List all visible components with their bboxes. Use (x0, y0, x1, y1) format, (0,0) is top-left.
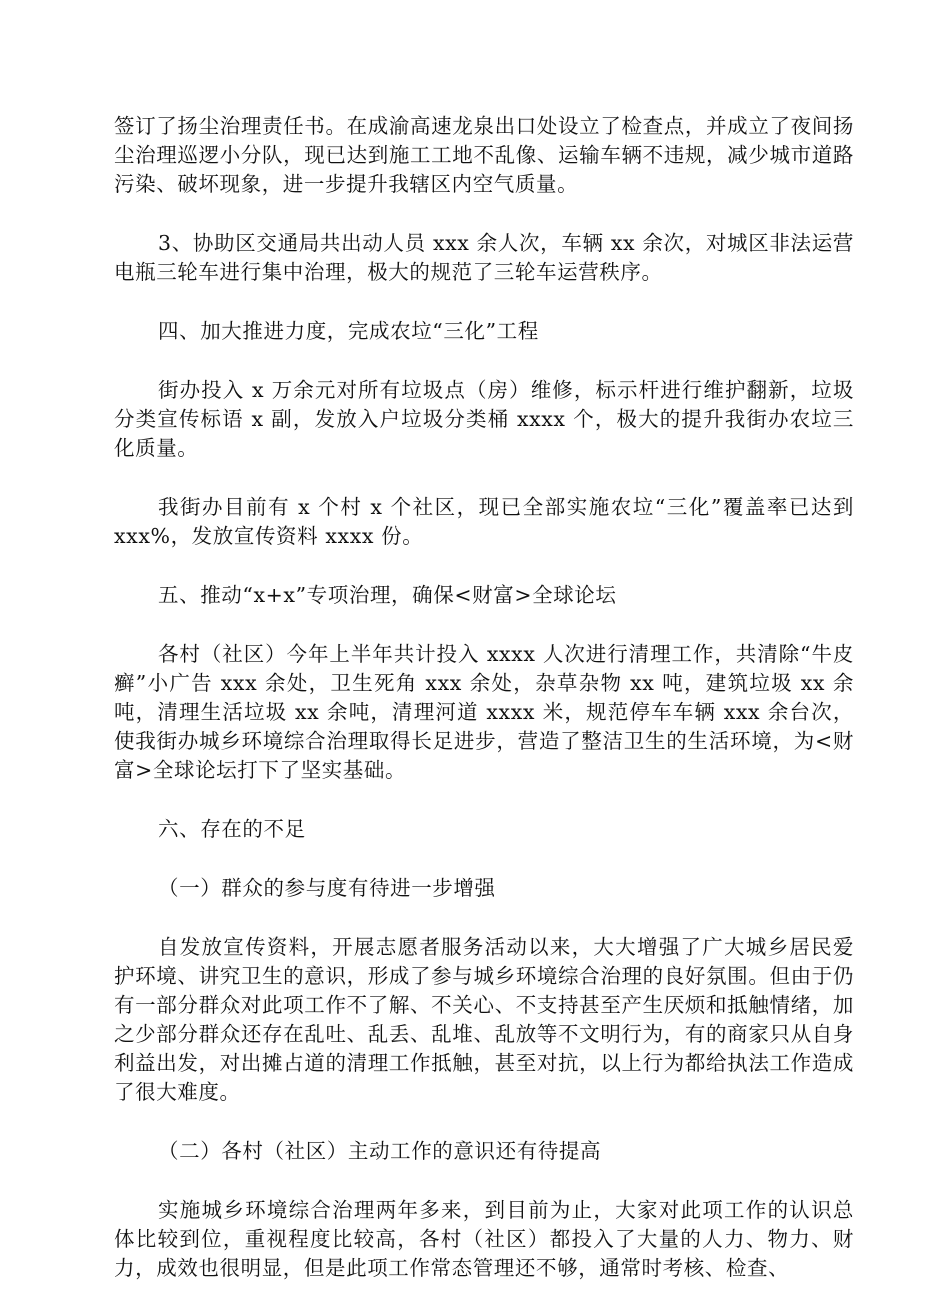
subsection-heading: （一）群众的参与度有待进一步增强 (158, 876, 496, 900)
body-paragraph: 实施城乡环境综合治理两年多来，到目前为止，大家对此项工作的认识总体比较到位，重视程度比较高，各村（社区）都投入了大量的人力、物力、财力，成效也很明显，但是此项工作常态管理还不够，通常时考核、检查、 (114, 1198, 854, 1280)
body-paragraph: 签订了扬尘治理责任书。在成渝高速龙泉出口处设立了检查点，并成立了夜间扬尘治理巡逻小分队，现已达到施工工地不乱像、运输车辆不违规，减少城市道路污染、破坏现象，进一步提升我辖区内空气质量。 (114, 114, 854, 196)
body-paragraph: 自发放宣传资料，开展志愿者服务活动以来，大大增强了广大城乡居民爱护环境、讲究卫生的意识，形成了参与城乡环境综合治理的良好氛围。但由于仍有一部分群众对此项工作不了解、不关心、不支持甚至产生厌烦和抵触情绪，加之少部分群众还存在乱吐、乱丢、乱堆、乱放等不文明行为，有的商家只从自身利益出发，对出摊占道的清理工作抵触，甚至对抗，以上行为都给执法工作造成了很大难度。 (114, 935, 854, 1104)
body-paragraph: 3、协助区交通局共出动人员 xxx 余人次，车辆 xx 余次，对城区非法运营电瓶三轮车进行集中治理，极大的规范了三轮车运营秩序。 (114, 231, 854, 284)
section-heading: 五、推动“x+x”专项治理，确保<财富>全球论坛 (158, 583, 617, 607)
section-heading: 六、存在的不足 (158, 817, 306, 841)
body-paragraph: 各村（社区）今年上半年共计投入 xxxx 人次进行清理工作，共清除“牛皮癣”小广告 xxx 余处，卫生死角 xxx 余处，杂草杂物 xx 吨，建筑垃圾 xx 余吨，清理生活垃圾 xx 余吨，清理河道 xxxx 米，规范停车车辆 xxx 余台次，使我街办城乡环境综合治理取得长足进步，营造了整洁卫生的生活环境，为<财富>全球论坛打下了坚实基础。 (114, 642, 854, 782)
body-paragraph: 我街办目前有 x 个村 x 个社区，现已全部实施农垃“三化”覆盖率已达到 xxx%，发放宣传资料 xxxx 份。 (114, 495, 854, 548)
document-page (114, 112, 854, 1313)
subsection-heading: （二）各村（社区）主动工作的意识还有待提高 (158, 1139, 602, 1163)
section-heading: 四、加大推进力度，完成农垃“三化”工程 (158, 319, 539, 343)
body-paragraph: 街办投入 x 万余元对所有垃圾点（房）维修，标示杆进行维护翻新，垃圾分类宣传标语 x 副，发放入户垃圾分类桶 xxxx 个，极大的提升我街办农垃三化质量。 (114, 378, 854, 460)
